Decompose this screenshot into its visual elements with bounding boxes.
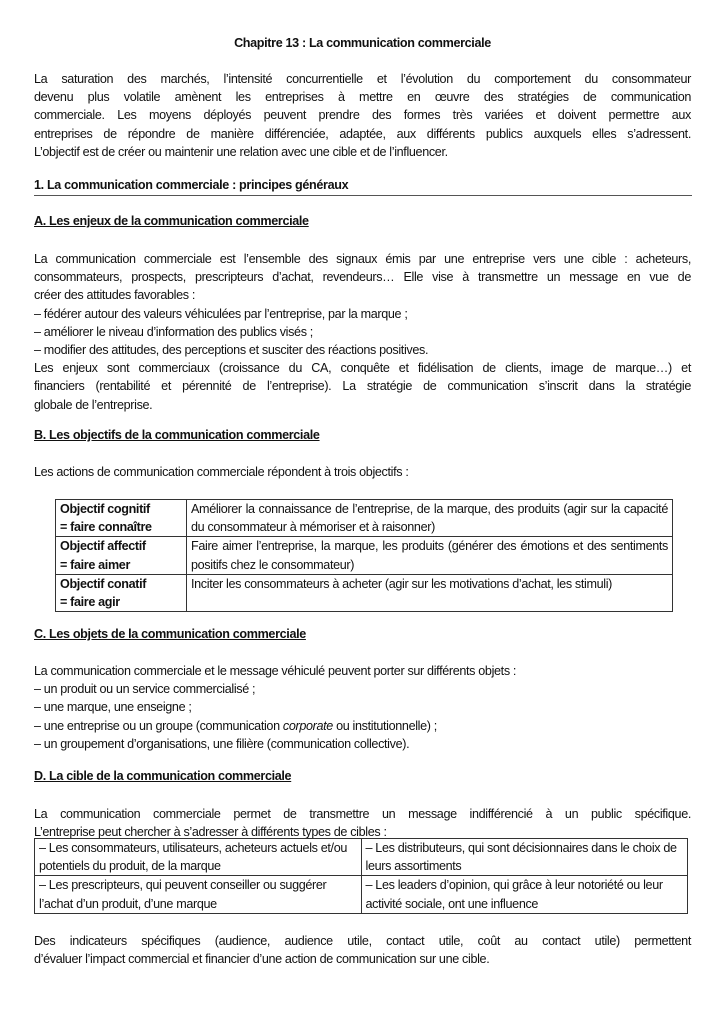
section-b-intro: Les actions de communication commerciale répondent à trois objectifs : — [34, 465, 409, 479]
subheading-c: C. Les objets de la communication commerciale — [34, 627, 306, 641]
target-cell: – Les consommateurs, utilisateurs, acheteurs actuels et/ou potentiels du produit, de la marque — [35, 839, 362, 876]
text-line: La communication commerciale est l’ensemble des signaux émis par une entreprise vers une cible : acheteurs, — [34, 252, 691, 266]
list-item-italic: corporate — [282, 718, 333, 733]
objective-goal: = faire agir — [60, 595, 120, 610]
list-item: – modifier des attitudes, des perceptions et susciter des réactions positives. — [34, 342, 429, 357]
section-a-body — [34, 250, 691, 414]
target-cell: – Les distributeurs, qui sont décisionnaires dans le choix de leurs assortiments — [361, 839, 688, 876]
section-d — [34, 769, 691, 783]
objective-description: Faire aimer l’entreprise, la marque, les produits (générer des émotions et des sentiments positifs chez le consommateur) — [187, 537, 673, 574]
list-item: – un produit ou un service commercialisé ; — [34, 682, 256, 697]
section-b — [34, 428, 691, 442]
objective-description: Inciter les consommateurs à acheter (agir sur les motivations d’achat, les stimuli) — [187, 574, 673, 611]
text-line: L’entreprise peut chercher à s’adresser à différents types de cibles : — [34, 825, 387, 840]
intro-paragraph — [34, 70, 691, 161]
text-line: commerciale. Les moyens déployés peuvent prendre des formes très variées et doivent permettre aux — [34, 108, 691, 123]
objective-name: Objectif conatif — [60, 576, 147, 591]
section-a — [34, 214, 691, 228]
objective-description: Améliorer la connaissance de l’entreprise, de la marque, des produits (agir sur la capacité du consommateur à mémoriser et à raisonner) — [187, 500, 673, 537]
list-item — [34, 717, 691, 735]
text-line: globale de l’entreprise. — [34, 397, 153, 412]
list-item-text: – une entreprise ou un groupe (communication — [34, 718, 283, 733]
subheading-b: B. Les objectifs de la communication commerciale — [34, 428, 320, 442]
text-line: créer des attitudes favorables : — [34, 288, 196, 303]
table-row — [35, 839, 688, 876]
section-d-intro — [34, 805, 691, 841]
text-line: La communication commerciale permet de transmettre un message indifférencié à un public spécifique. — [34, 807, 691, 821]
text-line: consommateurs, prospects, prescripteurs d’achat, revendeurs… Elle vise à transmettre un message en vue de — [34, 270, 691, 285]
table-row — [56, 500, 673, 537]
text-line: La communication commerciale et le message véhiculé peuvent porter sur différents objets : — [34, 664, 517, 678]
table-row — [56, 574, 673, 611]
text-line: Des indicateurs spécifiques (audience, audience utile, contact utile, coût au contact utile) permettent — [34, 934, 691, 948]
text-line: entreprises de répondre de manière différenciée, adaptée, aux différents publics auxquels elles s’adressent. — [34, 126, 691, 141]
section-divider — [34, 195, 692, 196]
section-heading-1: 1. La communication commerciale : principes généraux — [34, 178, 349, 192]
text-line: financiers (rentabilité et pérennité de l’entreprise). La stratégie de communication s’inscrit dans la stratégie — [34, 379, 691, 394]
list-item: – un groupement d’organisations, une filière (communication collective). — [34, 736, 410, 751]
objective-name: Objectif affectif — [60, 539, 146, 554]
section-c-body — [34, 662, 691, 753]
objective-key — [56, 574, 187, 611]
objective-name: Objectif cognitif — [60, 502, 150, 516]
objectives-table — [55, 499, 673, 612]
objective-goal: = faire aimer — [60, 557, 131, 572]
text-line: L’objectif est de créer ou maintenir une relation avec une cible et de l’influencer. — [34, 144, 448, 159]
target-cell: – Les leaders d’opinion, qui grâce à leur notoriété ou leur activité sociale, ont une influence — [361, 876, 688, 913]
objective-goal: = faire connaître — [60, 520, 152, 535]
list-item: – une marque, une enseigne ; — [34, 700, 192, 715]
section-c — [34, 627, 691, 641]
list-item-text: ou institutionnelle) ; — [332, 718, 437, 733]
targets-table — [34, 838, 688, 914]
subheading-a: A. Les enjeux de la communication commerciale — [34, 214, 309, 228]
table-row — [56, 537, 673, 574]
page-title: Chapitre 13 : La communication commerciale — [234, 36, 491, 50]
text-line: La saturation des marchés, l’intensité concurrentielle et l’évolution du comportement du consommateur — [34, 72, 691, 86]
objective-key — [56, 500, 187, 537]
subheading-d: D. La cible de la communication commerciale — [34, 769, 292, 783]
target-cell: – Les prescripteurs, qui peuvent conseiller ou suggérer l’achat d’un produit, d’une marque — [35, 876, 362, 913]
table-row — [35, 876, 688, 913]
list-item: – fédérer autour des valeurs véhiculées par l’entreprise, par la marque ; — [34, 306, 408, 321]
text-line: d’évaluer l’impact commercial et financier d’une action de communication sur une cible. — [34, 952, 490, 967]
objective-key — [56, 537, 187, 574]
list-item: – améliorer le niveau d’information des publics visés ; — [34, 324, 313, 339]
section-d-outro — [34, 932, 691, 968]
text-line: Les enjeux sont commerciaux (croissance du CA, conquête et fidélisation de clients, image de marque…) et — [34, 361, 691, 376]
text-line: devenu plus volatile amènent les entreprises à mettre en œuvre des stratégies de communication — [34, 90, 691, 105]
